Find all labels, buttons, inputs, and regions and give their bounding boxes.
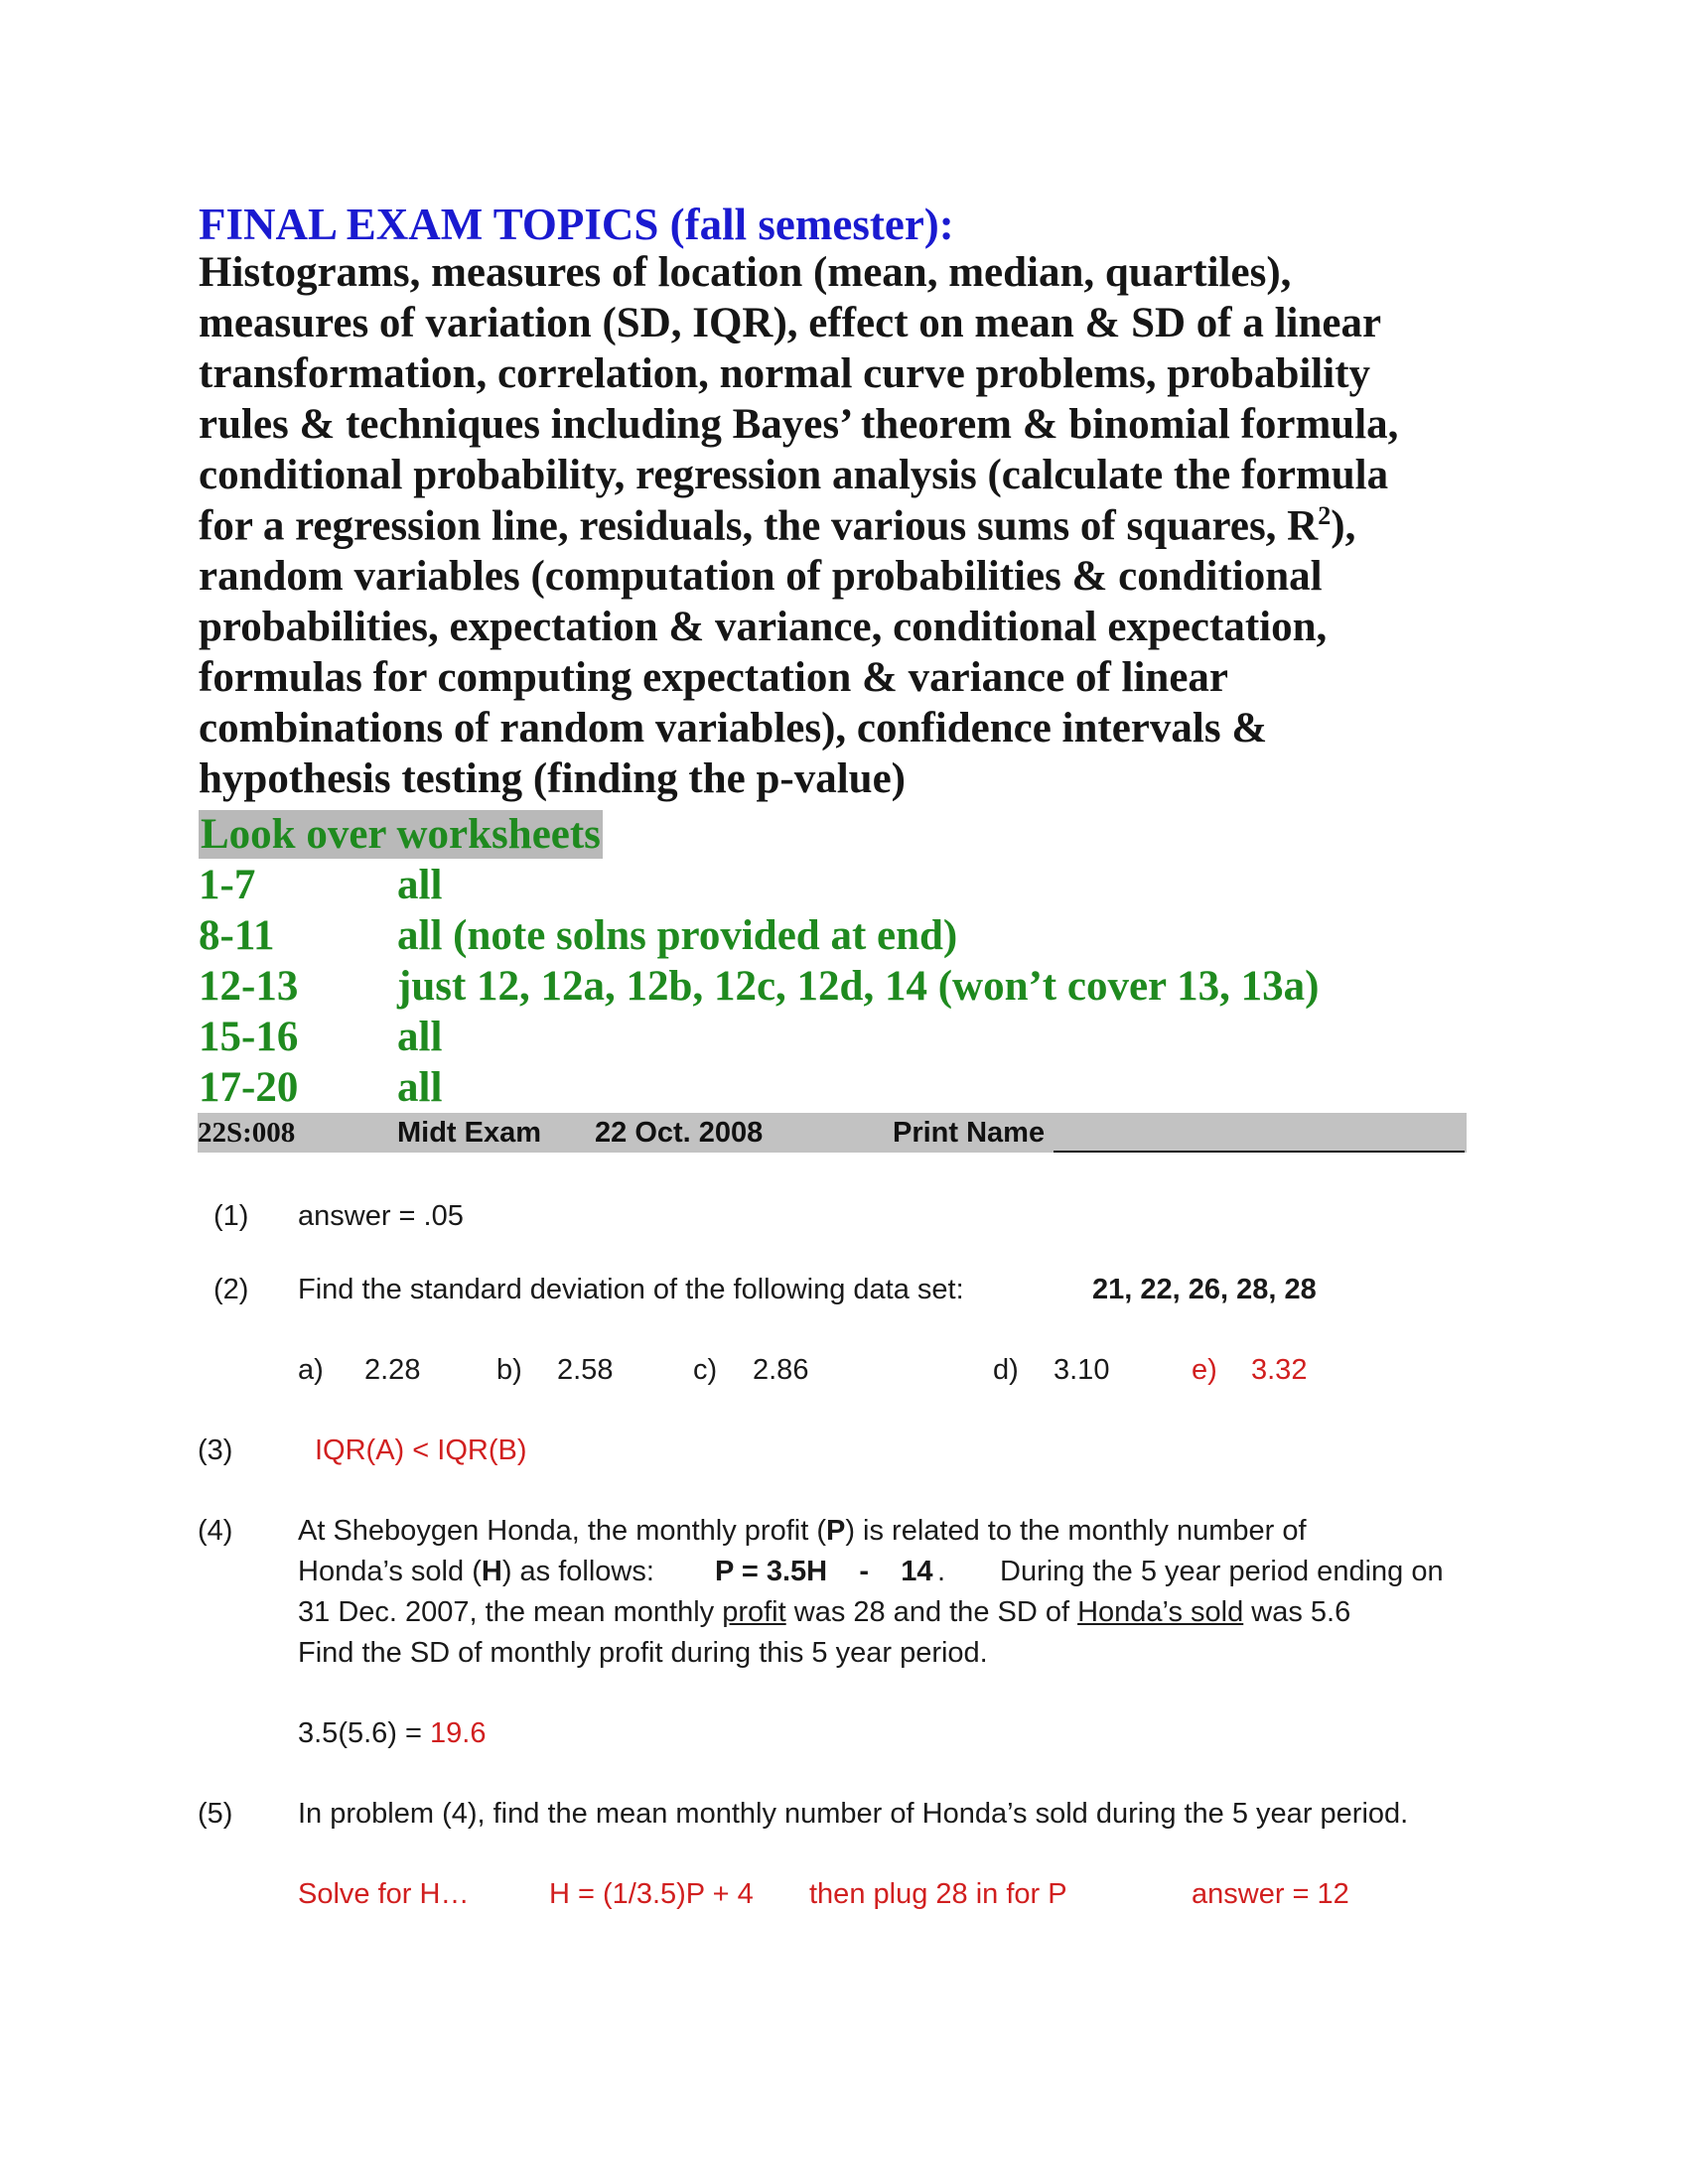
q1-answer: answer = .05	[298, 1200, 464, 1232]
q4-underlined: profit	[722, 1596, 786, 1628]
q4-line3	[298, 1596, 1350, 1629]
option-letter: a)	[298, 1354, 324, 1386]
question-number: (1)	[213, 1200, 249, 1232]
option-value: 2.58	[557, 1354, 614, 1386]
topic-line: formulas for computing expectation & variance of linear	[199, 654, 1229, 701]
topics-title: FINAL EXAM TOPICS (fall semester):	[199, 200, 954, 249]
q4-work-text: 3.5(5.6) =	[298, 1717, 430, 1749]
topic-line: transformation, correlation, normal curve problems, probability	[199, 350, 1371, 397]
topic-line: Histograms, measures of location (mean, median, quartiles),	[199, 249, 1292, 296]
q4-text: At Sheboygen Honda, the monthly profit (	[298, 1515, 826, 1547]
worksheet-range: 1-7	[199, 862, 256, 908]
exam-name: Midt Exam	[397, 1117, 542, 1149]
question-number: (4)	[198, 1515, 233, 1547]
q4-line1	[298, 1515, 1307, 1548]
q4-work	[298, 1717, 486, 1750]
q4-formula: P = 3.5H - 14	[715, 1556, 933, 1587]
q4-text: ) as follows:	[501, 1556, 654, 1587]
worksheet-note: all	[397, 1014, 443, 1060]
q4-text: Honda’s sold (	[298, 1556, 482, 1587]
option-letter: c)	[693, 1354, 718, 1386]
q4-answer: 19.6	[430, 1717, 487, 1749]
worksheet-note: just 12, 12a, 12b, 12c, 12d, 14 (won’t cover 13, 13a)	[397, 963, 1320, 1010]
worksheet-note: all	[397, 1064, 443, 1111]
superscript: 2	[1318, 501, 1332, 530]
print-name-line	[1054, 1151, 1465, 1153]
topic-line: probabilities, expectation & variance, conditional expectation,	[199, 604, 1328, 650]
topic-line-regression	[199, 501, 1355, 550]
course-code: 22S:008	[198, 1117, 296, 1149]
worksheet-note: all (note solns provided at end)	[397, 912, 958, 959]
worksheets-heading: Look over worksheets	[201, 811, 601, 858]
worksheet-range: 15-16	[199, 1014, 299, 1060]
q5-answer: answer = 12	[1192, 1878, 1349, 1910]
q4-text: During the 5 year period ending on	[1000, 1556, 1444, 1587]
exam-header	[198, 1113, 1467, 1153]
print-name-label: Print Name	[893, 1117, 1046, 1149]
q4-underlined: Honda’s sold	[1077, 1596, 1244, 1628]
q5-solve: Solve for H…	[298, 1878, 470, 1910]
option-value: 2.28	[364, 1354, 421, 1386]
question-number: (3)	[198, 1434, 233, 1466]
q2-data-set: 21, 22, 26, 28, 28	[1092, 1274, 1317, 1305]
q4-text: .	[937, 1556, 946, 1587]
topic-line: random variables (computation of probabilities & conditional	[199, 553, 1323, 600]
q4-line4: Find the SD of monthly profit during this 5 year period.	[298, 1637, 988, 1669]
topic-line-text: ),	[1331, 502, 1356, 550]
q4-text: was 5.6	[1243, 1596, 1351, 1628]
q4-text: ) is related to the monthly number of	[845, 1515, 1307, 1547]
q4-var-p: P	[825, 1515, 846, 1547]
option-value-correct: 3.32	[1251, 1354, 1308, 1386]
topic-line: measures of variation (SD, IQR), effect on mean & SD of a linear	[199, 300, 1382, 346]
topic-line: combinations of random variables), confidence intervals &	[199, 705, 1268, 751]
worksheet-range: 8-11	[199, 912, 275, 959]
topic-line: conditional probability, regression analysis (calculate the formula	[199, 452, 1389, 498]
option-letter: b)	[496, 1354, 522, 1386]
worksheet-range: 17-20	[199, 1064, 299, 1111]
q3-answer: IQR(A) < IQR(B)	[315, 1434, 527, 1466]
question-number: (5)	[198, 1798, 233, 1830]
q2-text: Find the standard deviation of the following data set:	[298, 1274, 964, 1305]
question-number: (2)	[213, 1274, 249, 1305]
topic-line: rules & techniques including Bayes’ theorem & binomial formula,	[199, 401, 1399, 448]
worksheet-range: 12-13	[199, 963, 299, 1010]
option-value: 3.10	[1054, 1354, 1110, 1386]
option-letter-correct: e)	[1192, 1354, 1217, 1386]
worksheet-note: all	[397, 862, 443, 908]
option-value: 2.86	[753, 1354, 809, 1386]
topic-line: hypothesis testing (finding the p-value)	[199, 755, 906, 802]
q5-plug: then plug 28 in for P	[809, 1878, 1067, 1910]
option-letter: d)	[993, 1354, 1019, 1386]
q4-line2	[298, 1556, 654, 1588]
q4-text: 31 Dec. 2007, the mean monthly	[298, 1596, 723, 1628]
topic-line-text: for a regression line, residuals, the various sums of squares, R	[199, 502, 1319, 550]
q5-text: In problem (4), find the mean monthly number of Honda’s sold during the 5 year period.	[298, 1798, 1409, 1830]
q4-text: was 28 and the SD of	[785, 1596, 1078, 1628]
q5-formula: H = (1/3.5)P + 4	[549, 1878, 754, 1910]
q4-var-h: H	[481, 1556, 502, 1587]
exam-date: 22 Oct. 2008	[595, 1117, 764, 1149]
